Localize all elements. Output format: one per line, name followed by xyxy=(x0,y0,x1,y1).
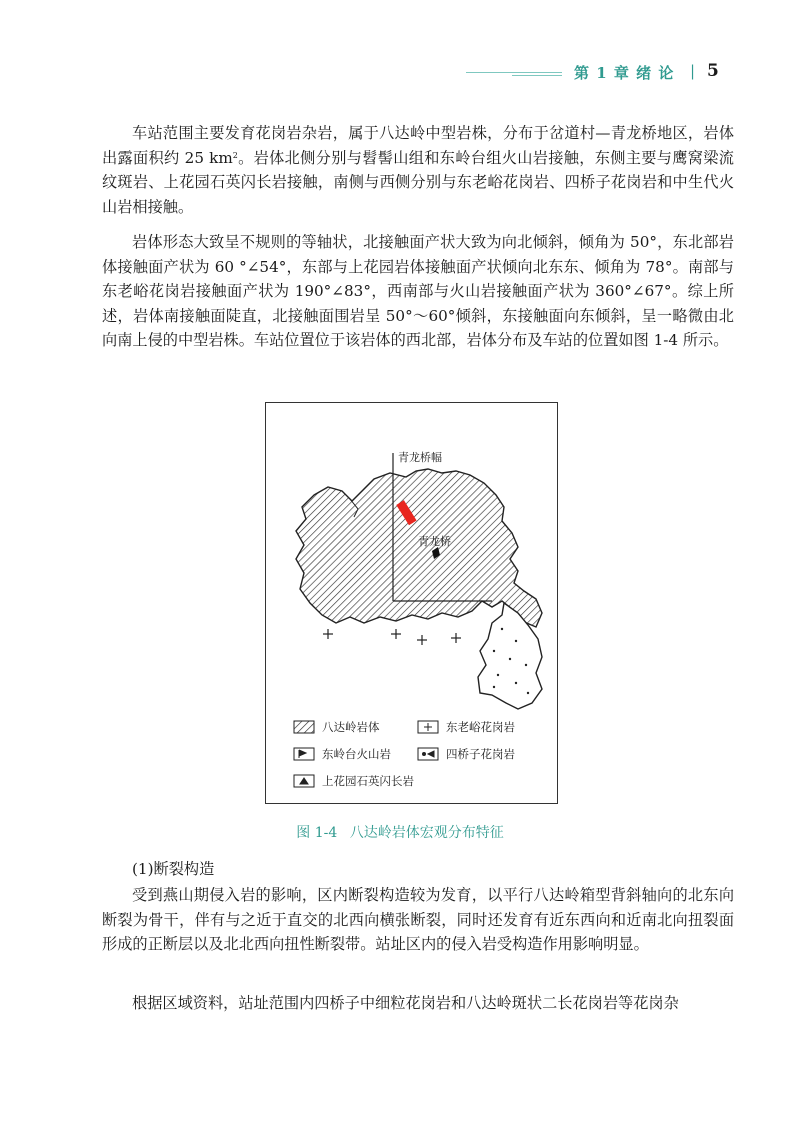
superscript: 2 xyxy=(232,150,238,160)
legend-item-sijiaozi: 四桥子花岗岩 xyxy=(446,747,515,761)
paragraph-5: 根据区域资料，站址范围内四桥子中细粒花岗岩和八达岭斑状二长花岗岩等花岗杂 xyxy=(132,994,679,1012)
header-rule-short xyxy=(512,75,562,76)
legend-item-donglingtai: 东岭台火山岩 xyxy=(322,747,391,761)
cross-symbols xyxy=(323,629,461,645)
legend-item-badaling: 八达岭岩体 xyxy=(322,720,380,734)
caption-number: 图 1-4 xyxy=(296,825,338,841)
legend-item-shanghuayuan: 上花园石英闪长岩 xyxy=(322,774,414,788)
caption-text: 八达岭岩体宏观分布特征 xyxy=(349,825,504,841)
running-header xyxy=(0,62,800,86)
section-heading: (1)断裂构造 xyxy=(132,860,215,878)
figure-caption xyxy=(0,822,800,842)
figure-map xyxy=(265,402,558,804)
paragraph-1-text-b: 。岩体北侧分别与髫髻山组和东岭台组火山岩接触，东侧主要与鹰窝梁流纹斑岩、上花园石英闪长岩接触，南侧与西侧分别与东老峪花岗岩、四桥子花岗岩和中生代火山岩相接触。 xyxy=(102,148,734,216)
paragraph-4: 受到燕山期侵入岩的影响，区内断裂构造较为发育，以平行八达岭箱型背斜轴向的北东向断裂为骨干，伴有与之近于直交的北西向横张断裂，同时还发育有近东西向和近南北向扭裂面形成的正断层以及北北西向扭性断裂带。站址区内的侵入岩受构造作用影响明显。 xyxy=(102,886,734,954)
header-rule xyxy=(466,72,562,73)
chapter-title: 第 1 章 绪 论 xyxy=(574,64,675,82)
town-label: 青龙桥 xyxy=(418,535,451,548)
paragraph-1 xyxy=(102,121,734,219)
map-sheet-label: 青龙桥幅 xyxy=(398,451,442,464)
legend-item-donglaoyu: 东老峪花岗岩 xyxy=(446,720,515,734)
header-separator: | xyxy=(690,62,696,80)
paragraph-2: 岩体形态大致呈不规则的等轴状，北接触面产状大致为向北倾斜，倾角为 50°，东北部岩体接触面产状为 60 °∠54°，东部与上花园岩体接触面产状倾向北东东、倾角为 78°。南部与东老峪花岗岩接触面产状为 190°∠83°，西南部与火山岩接触面产状为 360°∠67°。综上所述，岩体南接触面陡直，北接触面围岩呈 50°～60°倾斜，东接触面向东倾斜，呈一略微由北向南上侵的中型岩株。车站位置位于该岩体的西北部，岩体分布及车站的位置如图 1-4 所示。 xyxy=(102,233,734,350)
paragraph-1-text-a: 车站范围主要发育花岗岩杂岩，属于八达岭中型岩株，分布于岔道村—青龙桥地区，岩体出露面积约 25 km xyxy=(102,124,734,167)
page-number: 5 xyxy=(707,61,719,81)
